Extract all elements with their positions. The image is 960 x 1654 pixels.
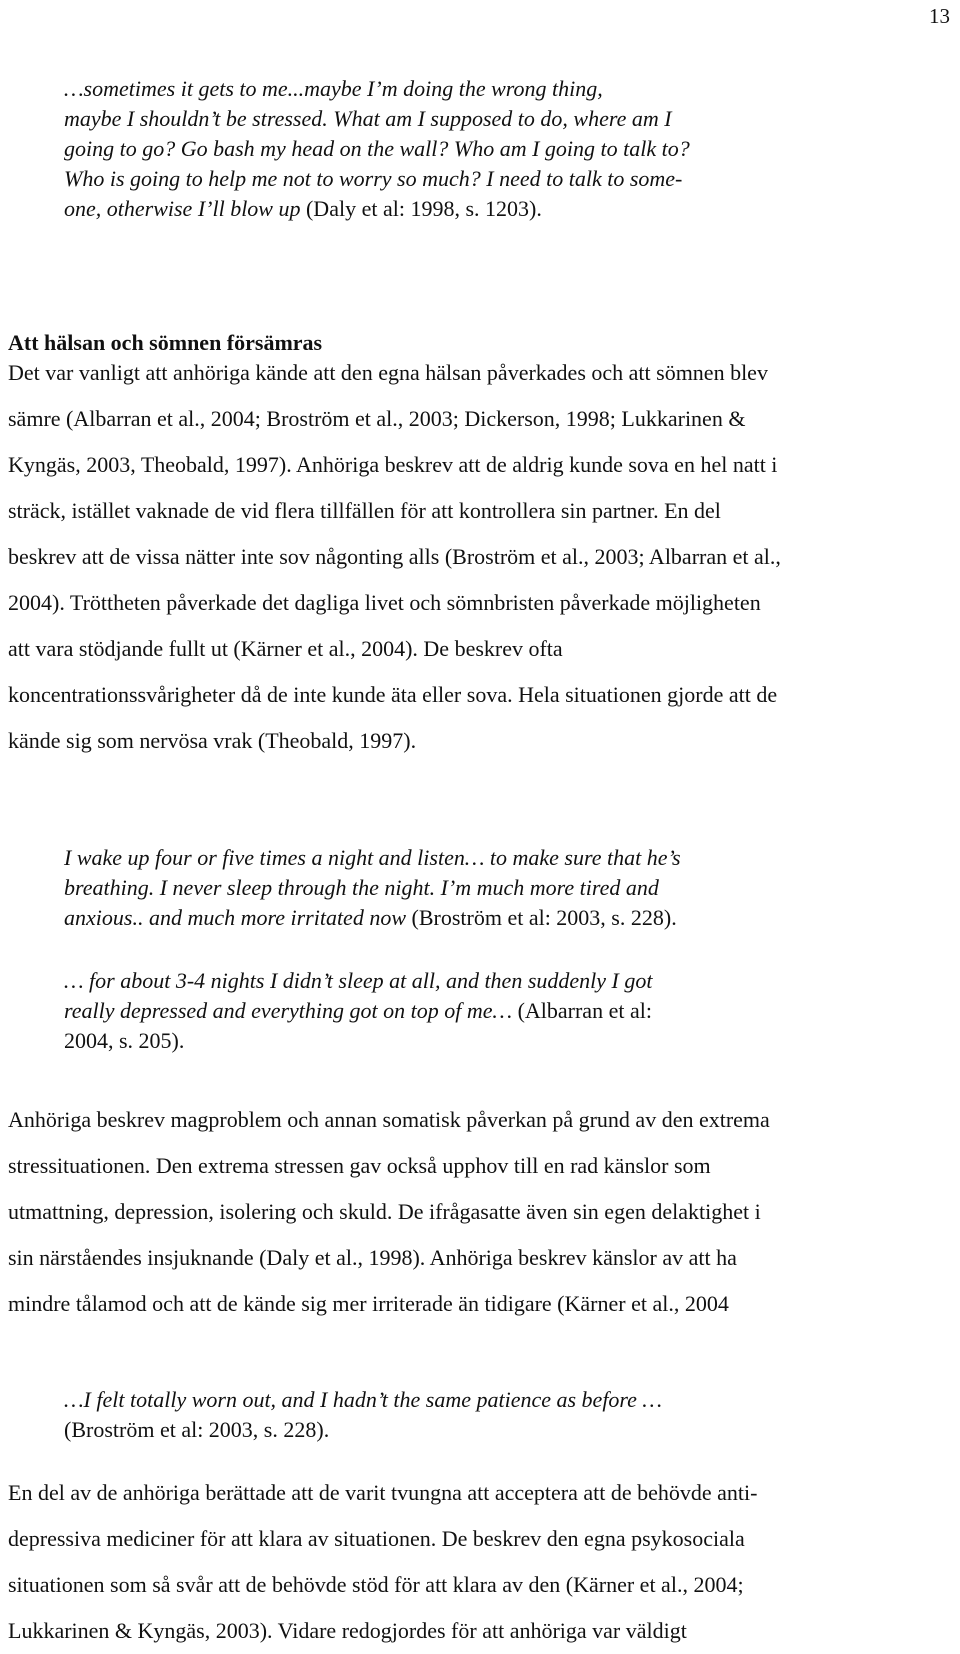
block-quote-2 [64, 843, 824, 933]
paragraph-line: Kyngäs, 2003, Theobald, 1997). Anhöriga beskrev att de aldrig kunde sova en hel natt i [8, 452, 778, 477]
block-quote-4 [64, 1385, 824, 1445]
paragraph-line: situationen som så svår att de behövde stöd för att klara av den (Kärner et al., 2004; [8, 1572, 744, 1597]
paragraph-line: att vara stödjande fullt ut (Kärner et al., 2004). De beskrev ofta [8, 636, 563, 661]
block-quote-3 [64, 966, 824, 1056]
paragraph-line: depressiva mediciner för att klara av situationen. De beskrev den egna psykosociala [8, 1526, 745, 1551]
paragraph-line: 2004). Tröttheten påverkade det dagliga livet och sömnbristen påverkade möjligheten [8, 590, 761, 615]
quote-citation: 2004, s. 205). [64, 1028, 185, 1053]
quote-line: breathing. I never sleep through the night. I’m much more tired and [64, 875, 659, 900]
paragraph-line: sin närståendes insjuknande (Daly et al., 1998). Anhöriga beskrev känslor av att ha [8, 1245, 737, 1270]
section-heading: Att hälsan och sömnen försämras [8, 330, 323, 355]
quote-line: I wake up four or five times a night and listen… to make sure that he’s [64, 845, 681, 870]
quote-line: … for about 3-4 nights I didn’t sleep at all, and then suddenly I got [64, 968, 653, 993]
paragraph-line: stressituationen. Den extrema stressen gav också upphov till en rad känslor som [8, 1153, 711, 1178]
paragraph-3 [8, 1470, 948, 1654]
paragraph-2 [8, 1097, 948, 1327]
quote-line: …I felt totally worn out, and I hadn’t the same patience as before … [64, 1387, 662, 1412]
paragraph-line: koncentrationssvårigheter då de inte kunde äta eller sova. Hela situationen gjorde att de [8, 682, 778, 707]
paragraph-line: sträck, istället vaknade de vid flera tillfällen för att kontrollera sin partner. En del [8, 498, 721, 523]
block-quote-1 [64, 74, 824, 224]
quote-line: going to go? Go bash my head on the wall? Who am I going to talk to? [64, 136, 690, 161]
paragraph-line: mindre tålamod och att de kände sig mer irriterade än tidigare (Kärner et al., 2004 [8, 1291, 729, 1316]
paragraph-line: Lukkarinen & Kyngäs, 2003). Vidare redogjordes för att anhöriga var väldigt [8, 1618, 687, 1643]
page-number: 13 [929, 4, 950, 28]
paragraph-line: beskrev att de vissa nätter inte sov någonting alls (Broström et al., 2003; Albarran et al., [8, 544, 781, 569]
paragraph-line: Anhöriga beskrev magproblem och annan somatisk påverkan på grund av den extrema [8, 1107, 770, 1132]
quote-text: one, otherwise I’ll blow up [64, 196, 301, 221]
paragraph-1 [8, 350, 948, 764]
quote-text: really depressed and everything got on top of me… [64, 998, 513, 1023]
quote-citation: (Daly et al: 1998, s. 1203). [305, 196, 542, 221]
paragraph-line: Det var vanligt att anhöriga kände att den egna hälsan påverkades och att sömnen blev [8, 360, 768, 385]
quote-citation: (Albarran et al: [517, 998, 652, 1023]
quote-line [64, 996, 824, 1026]
paragraph-line: En del av de anhöriga berättade att de varit tvungna att acceptera att de behövde anti- [8, 1480, 758, 1505]
paragraph-line: kände sig som nervösa vrak (Theobald, 1997). [8, 728, 417, 753]
quote-line [64, 903, 824, 933]
quote-line [64, 194, 824, 224]
quote-line: …sometimes it gets to me...maybe I’m doing the wrong thing, [64, 76, 603, 101]
paragraph-line: sämre (Albarran et al., 2004; Broström et al., 2003; Dickerson, 1998; Lukkarinen & [8, 406, 746, 431]
quote-citation: (Broström et al: 2003, s. 228). [64, 1417, 330, 1442]
quote-citation: (Broström et al: 2003, s. 228). [411, 905, 677, 930]
quote-line: Who is going to help me not to worry so much? I need to talk to some- [64, 166, 683, 191]
quote-text: anxious.. and much more irritated now [64, 905, 406, 930]
paragraph-line: utmattning, depression, isolering och skuld. De ifrågasatte även sin egen delaktighet i [8, 1199, 761, 1224]
quote-line: maybe I shouldn’t be stressed. What am I supposed to do, where am I [64, 106, 672, 131]
